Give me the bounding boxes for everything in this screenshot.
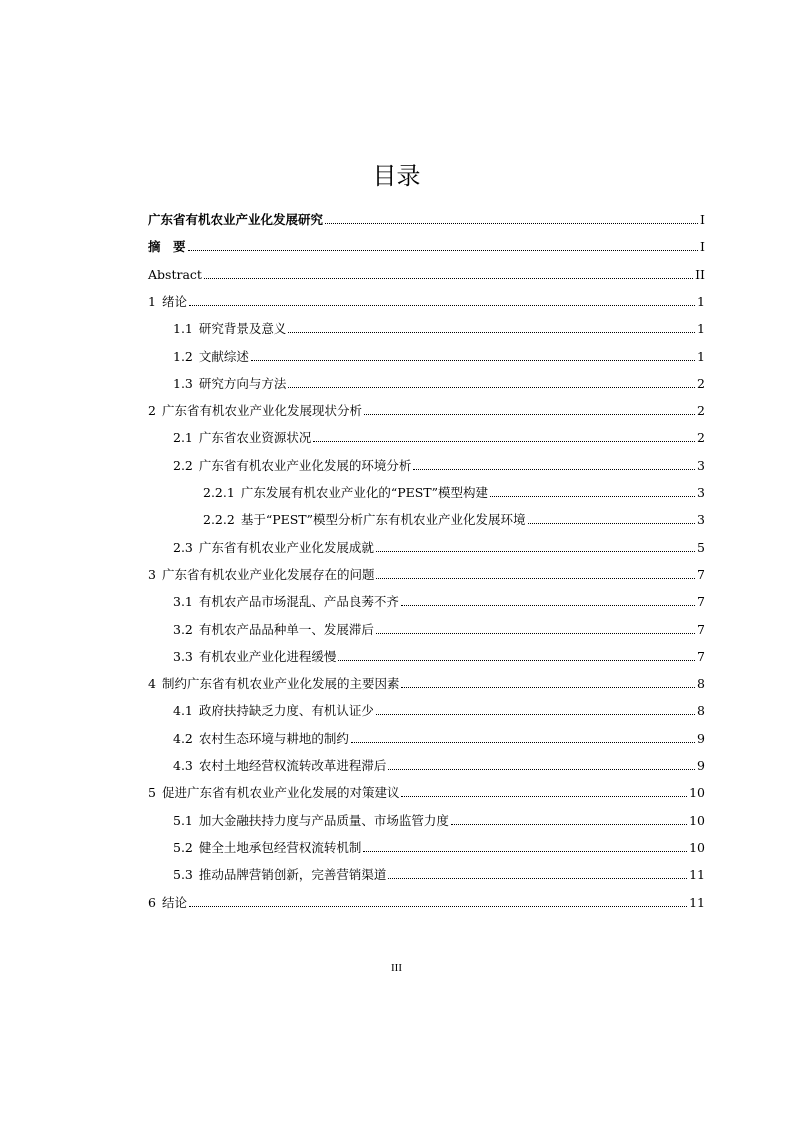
toc-entry-number: 2.1 [173,430,193,446]
toc-entry[interactable] [173,701,705,721]
toc-entry-number: 5 [148,785,156,801]
toc-dot-leader [401,605,695,606]
toc-entry-number: 3.2 [173,621,193,637]
toc-entry[interactable] [148,265,705,285]
toc-entry-number: 2.3 [173,539,193,555]
toc-entry[interactable] [173,620,705,640]
toc-entry[interactable] [173,729,705,749]
toc-entry-page: 1 [697,321,705,337]
toc-entry[interactable] [173,319,705,339]
toc-entry-title: 基于“PEST”模型分析广东有机农业产业化发展环境 [240,512,526,528]
toc-dot-leader [528,523,696,524]
toc-entry[interactable] [173,538,705,558]
toc-entry-number: 3.3 [173,648,193,664]
toc-entry-number: 2.2.2 [203,512,235,528]
toc-entry-number: 1 [148,293,156,309]
toc-entry-number: 2.2 [173,457,193,473]
toc-dot-leader [376,633,695,634]
toc-entry-title: 推动品牌营销创新，完善营销渠道 [198,867,387,883]
toc-entry[interactable] [173,347,705,367]
toc-entry[interactable] [173,374,705,394]
toc-entry-title: 有机农业产业化进程缓慢 [198,648,337,664]
toc-entry-title: 研究背景及意义 [198,321,287,337]
toc-entry[interactable] [148,292,705,312]
toc-entry-title: 广东省有机农业产业化发展成就 [198,539,374,555]
toc-entry-title: 广东省有机农业产业化发展现状分析 [161,403,362,419]
toc-entry-title: 农村土地经营权流转改革进程滞后 [198,758,387,773]
toc-entry[interactable] [148,674,705,694]
toc-entry-number: 4.1 [173,703,193,719]
toc-entry-page: 11 [689,894,705,910]
toc-entry[interactable] [173,838,705,858]
toc-entry-page: 1 [697,293,705,309]
toc-entry[interactable] [173,428,705,448]
toc-entry-number: 6 [148,894,156,910]
toc-entry-number: 4.2 [173,730,193,746]
toc-entry[interactable] [203,510,705,530]
toc-dot-leader [388,878,687,879]
toc-dot-leader [288,332,695,333]
toc-entry-number: 3.1 [173,594,193,610]
toc-entry[interactable] [148,210,705,230]
toc-entry-title: 促进广东省有机农业产业化发展的对策建议 [161,785,400,801]
toc-entry[interactable] [173,592,705,612]
page-number: III [391,962,402,974]
page-title: 目录 [372,162,421,190]
toc-entry-title: 广东省农业资源状况 [198,430,312,446]
toc-dot-leader [376,714,695,715]
toc-entry-page: I [700,212,705,227]
toc-entry[interactable] [148,893,705,913]
toc-entry-page: 1 [697,348,705,364]
toc-dot-leader [413,469,695,470]
toc-entry-title: 有机农产品品种单一、发展滞后 [198,621,374,637]
toc-dot-leader [351,742,695,743]
toc-entry-title: 结论 [161,894,187,910]
toc-entry-title: 广东省有机农业产业化发展的环境分析 [198,457,412,473]
toc-entry-number: 5.1 [173,812,193,828]
toc-entry-page: 9 [697,758,705,773]
toc-entry-page: I [700,239,705,255]
toc-dot-leader [363,851,687,852]
toc-entry-page: 7 [697,648,705,664]
toc-entry[interactable] [173,456,705,476]
toc-entry-title: 摘 要 [148,239,186,255]
toc-dot-leader [364,414,695,415]
toc-entry-number: 5.2 [173,839,193,855]
toc-entry-number: 1.2 [173,348,193,364]
toc-entry[interactable] [173,756,705,776]
toc-dot-leader [401,687,695,688]
toc-entry[interactable] [173,647,705,667]
toc-dot-leader [388,769,695,770]
toc-entry-number: 1.3 [173,375,193,391]
toc-entry-page: 2 [697,430,705,446]
toc-entry-page: 9 [697,730,705,746]
toc-entry[interactable] [148,401,705,421]
toc-entry-number: 2.2.1 [203,485,235,500]
toc-entry-title: 广东省有机农业产业化发展存在的问题 [161,566,375,582]
toc-entry-page: 3 [697,457,705,473]
toc-dot-leader [188,250,699,251]
toc-entry[interactable] [173,865,705,885]
toc-entry-number: 2 [148,403,156,419]
toc-entry[interactable] [148,783,705,803]
toc-dot-leader [251,360,695,361]
toc-entry-page: 10 [689,785,705,801]
toc-entry[interactable] [148,565,705,585]
toc-entry-title: 有机农产品市场混乱、产品良莠不齐 [198,594,399,610]
toc-entry-title: 制约广东省有机农业产业化发展的主要因素 [161,676,400,692]
toc-dot-leader [189,305,695,306]
toc-entry-page: 8 [697,676,705,692]
toc-entry-page: 10 [689,812,705,828]
toc-entry[interactable] [203,483,705,503]
toc-entry-number: 1.1 [173,321,193,337]
toc-entry-page: 7 [697,594,705,610]
toc-entry-page: II [695,266,705,282]
toc-entry-title: 政府扶持缺乏力度、有机认证少 [198,703,374,719]
toc-entry-page: 10 [689,839,705,855]
toc-dot-leader [376,551,695,552]
toc-entry-page: 3 [697,512,705,528]
toc-dot-leader [490,496,695,497]
toc-dot-leader [189,906,687,907]
toc-dot-leader [451,824,687,825]
toc-entry-page: 3 [697,485,705,500]
toc-entry[interactable] [148,237,705,257]
toc-entry-page: 2 [697,375,705,391]
toc-entry-page: 7 [697,566,705,582]
toc-entry[interactable] [173,811,705,831]
toc-dot-leader [376,578,695,579]
toc-entry-title: 健全土地承包经营权流转机制 [198,839,362,855]
toc-entry-page: 7 [697,621,705,637]
toc-dot-leader [288,387,695,388]
toc-entry-number: 3 [148,566,156,582]
toc-entry-title: 农村生态环境与耕地的制约 [198,730,349,746]
toc-entry-title: 绪论 [161,293,187,309]
toc-dot-leader [313,441,695,442]
toc-entry-title: 研究方向与方法 [198,375,287,391]
toc-entry-title: 广东发展有机农业产业化的“PEST”模型构建 [240,485,489,500]
toc-entry-title: 广东省有机农业产业化发展研究 [148,212,324,227]
toc-entry-number: 4.3 [173,758,193,773]
toc-dot-leader [325,223,698,224]
toc-entry-page: 11 [689,867,705,883]
toc-entry-number: 5.3 [173,867,193,883]
toc-entry-number: 4 [148,676,156,692]
toc-dot-leader [204,278,693,279]
toc-entry-page: 2 [697,403,705,419]
toc-entry-page: 5 [697,539,705,555]
toc-entry-title: 文献综述 [198,348,249,364]
toc-entry-title: Abstract [148,266,202,282]
toc-entry-title: 加大金融扶持力度与产品质量、市场监管力度 [198,812,449,828]
toc-dot-leader [338,660,695,661]
toc-dot-leader [401,796,687,797]
toc-entry-page: 8 [697,703,705,719]
